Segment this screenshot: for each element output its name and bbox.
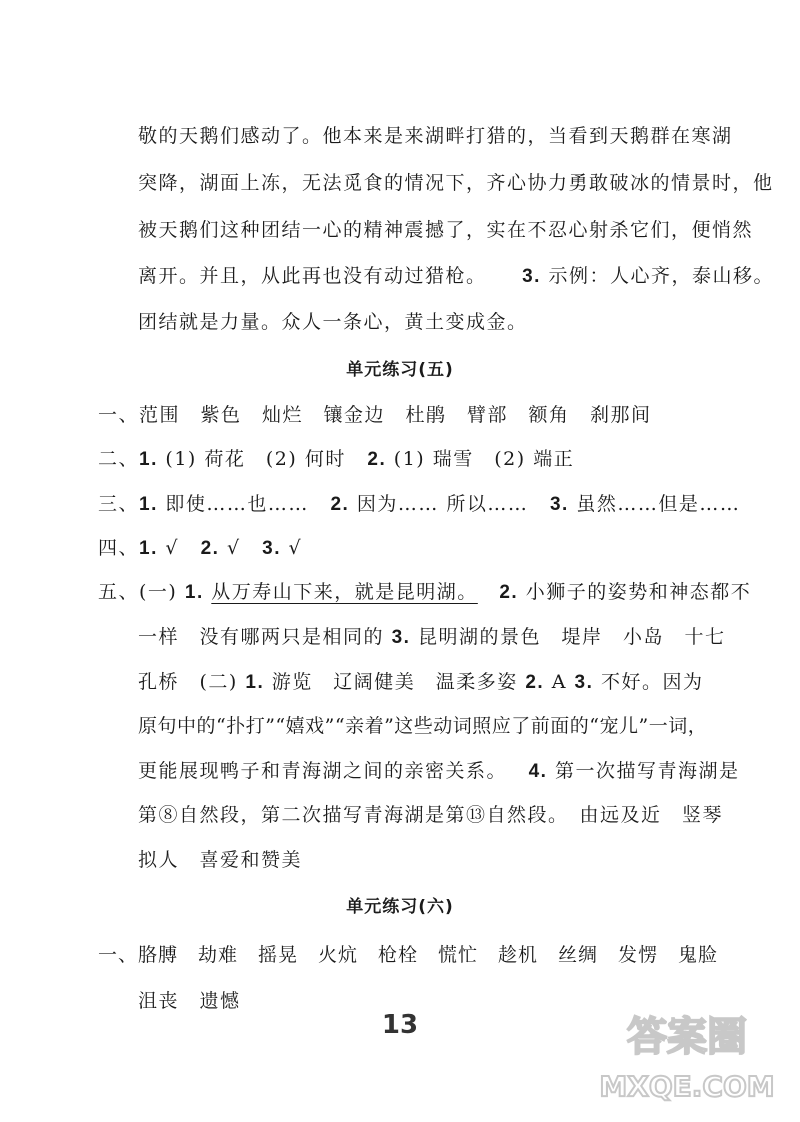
- paragraph-line: 被天鹅们这种团结一心的精神震撼了，实在不忍心射杀它们，便悄然: [138, 219, 754, 241]
- question-1: [98, 400, 652, 427]
- watermark-url: MXQE.COM: [599, 1070, 775, 1103]
- item-number: 1.: [245, 672, 265, 693]
- answer-text: 第一次描写青海湖是: [554, 760, 740, 782]
- question-5-line-4: 原句中的“扑打”“嬉戏”“亲着”这些动词照应了前面的“宠儿”一词，: [138, 715, 708, 737]
- item-number: 3.: [549, 494, 569, 515]
- item-number: 3.: [391, 627, 411, 648]
- item-number: 2.: [330, 494, 350, 515]
- paragraph-line: 突降，湖面上冻，无法觅食的情况下，齐心协力勇敢破冰的情景时，他: [138, 172, 774, 194]
- item-number: 3.: [574, 672, 594, 693]
- item-number: 2.: [499, 582, 519, 603]
- paragraph-line: [138, 261, 774, 288]
- question-label: 二、: [98, 448, 140, 470]
- question-2: [98, 444, 574, 471]
- item-number: 1.: [184, 582, 204, 603]
- question-label: 五、: [98, 581, 140, 603]
- item-number: 1.: [139, 449, 158, 470]
- item-number: 3.: [262, 538, 281, 559]
- item-number: 1.: [139, 494, 158, 515]
- item-number: 4.: [528, 761, 548, 782]
- answer-text: 示例：人心齐，泰山移。: [548, 265, 774, 287]
- question-4: [98, 533, 302, 560]
- answer-text: 孔桥 (二): [138, 671, 238, 693]
- unit6-question-1: [98, 940, 718, 967]
- check-mark: √: [165, 537, 180, 559]
- answer-text: 一样 没有哪两只是相同的: [138, 626, 385, 648]
- question-5-line-5: [138, 756, 739, 783]
- answer-text: 不好。因为: [600, 671, 704, 693]
- question-label: 四、: [98, 537, 140, 559]
- answer-text: 更能展现鸭子和青海湖之间的亲密关系。: [138, 760, 508, 782]
- answer-text: 虽然……但是……: [576, 493, 741, 515]
- answer-text: 小狮子的姿势和神态都不: [525, 581, 752, 603]
- subpart-label: (一): [139, 581, 178, 603]
- item-number: 2.: [525, 672, 545, 693]
- question-3: [98, 489, 740, 516]
- unit6-question-1-line-2: 沮丧 遗憾: [138, 990, 241, 1012]
- underlined-answer: 从万寿山下来，就是昆明湖。: [211, 581, 478, 603]
- question-5-line-7: 拟人 喜爱和赞美: [138, 849, 303, 871]
- section-title-unit6: 单元练习(六): [346, 897, 454, 917]
- question-5-line-2: [138, 622, 725, 649]
- watermark-logo: [592, 1000, 782, 1110]
- paragraph-text: 离开。并且，从此再也没有动过猎枪。: [138, 265, 487, 287]
- question-5-line-6: 第⑧自然段，第二次描写青海湖是第⑬自然段。 由远及近 竖琴: [138, 804, 724, 826]
- watermark-title: 答案圈: [627, 1014, 747, 1060]
- item-number: 2.: [367, 449, 387, 470]
- answer-text: 范围 紫色 灿烂 镶金边 杜鹃 臂部 额角 刹那间: [139, 404, 652, 426]
- item-number: 3.: [522, 266, 541, 287]
- answer-text: (1) 荷花 (2) 何时: [165, 448, 346, 470]
- page-number: 13: [381, 1010, 419, 1040]
- answer-text: (1) 瑞雪 (2) 端正: [393, 448, 575, 470]
- answer-text: 即使……也……: [165, 493, 309, 515]
- paragraph-line: 敬的天鹅们感动了。他本来是来湖畔打猎的，当看到天鹅群在寒湖: [138, 125, 733, 147]
- answer-text: 胳膊 劫难 摇晃 火炕 枪栓 慌忙 趁机 丝绸 发愣 鬼脸: [138, 944, 719, 966]
- question-label: 一、: [98, 404, 140, 426]
- question-5-line-1: [98, 577, 751, 604]
- check-mark: √: [288, 537, 303, 559]
- question-label: 一、: [98, 944, 139, 966]
- answer-text: 游览 辽阔健美 温柔多姿: [271, 671, 518, 693]
- answer-text: 昆明湖的景色 堤岸 小岛 十七: [417, 626, 726, 648]
- item-number: 1.: [139, 538, 158, 559]
- answer-text: A: [551, 671, 567, 693]
- check-mark: √: [226, 537, 241, 559]
- section-title-unit5: 单元练习(五): [346, 360, 454, 380]
- question-label: 三、: [98, 493, 140, 515]
- answer-text: 因为…… 所以……: [356, 493, 529, 515]
- question-5-line-3: [138, 667, 703, 694]
- paragraph-line: 团结就是力量。众人一条心，黄土变成金。: [138, 311, 528, 333]
- item-number: 2.: [200, 538, 220, 559]
